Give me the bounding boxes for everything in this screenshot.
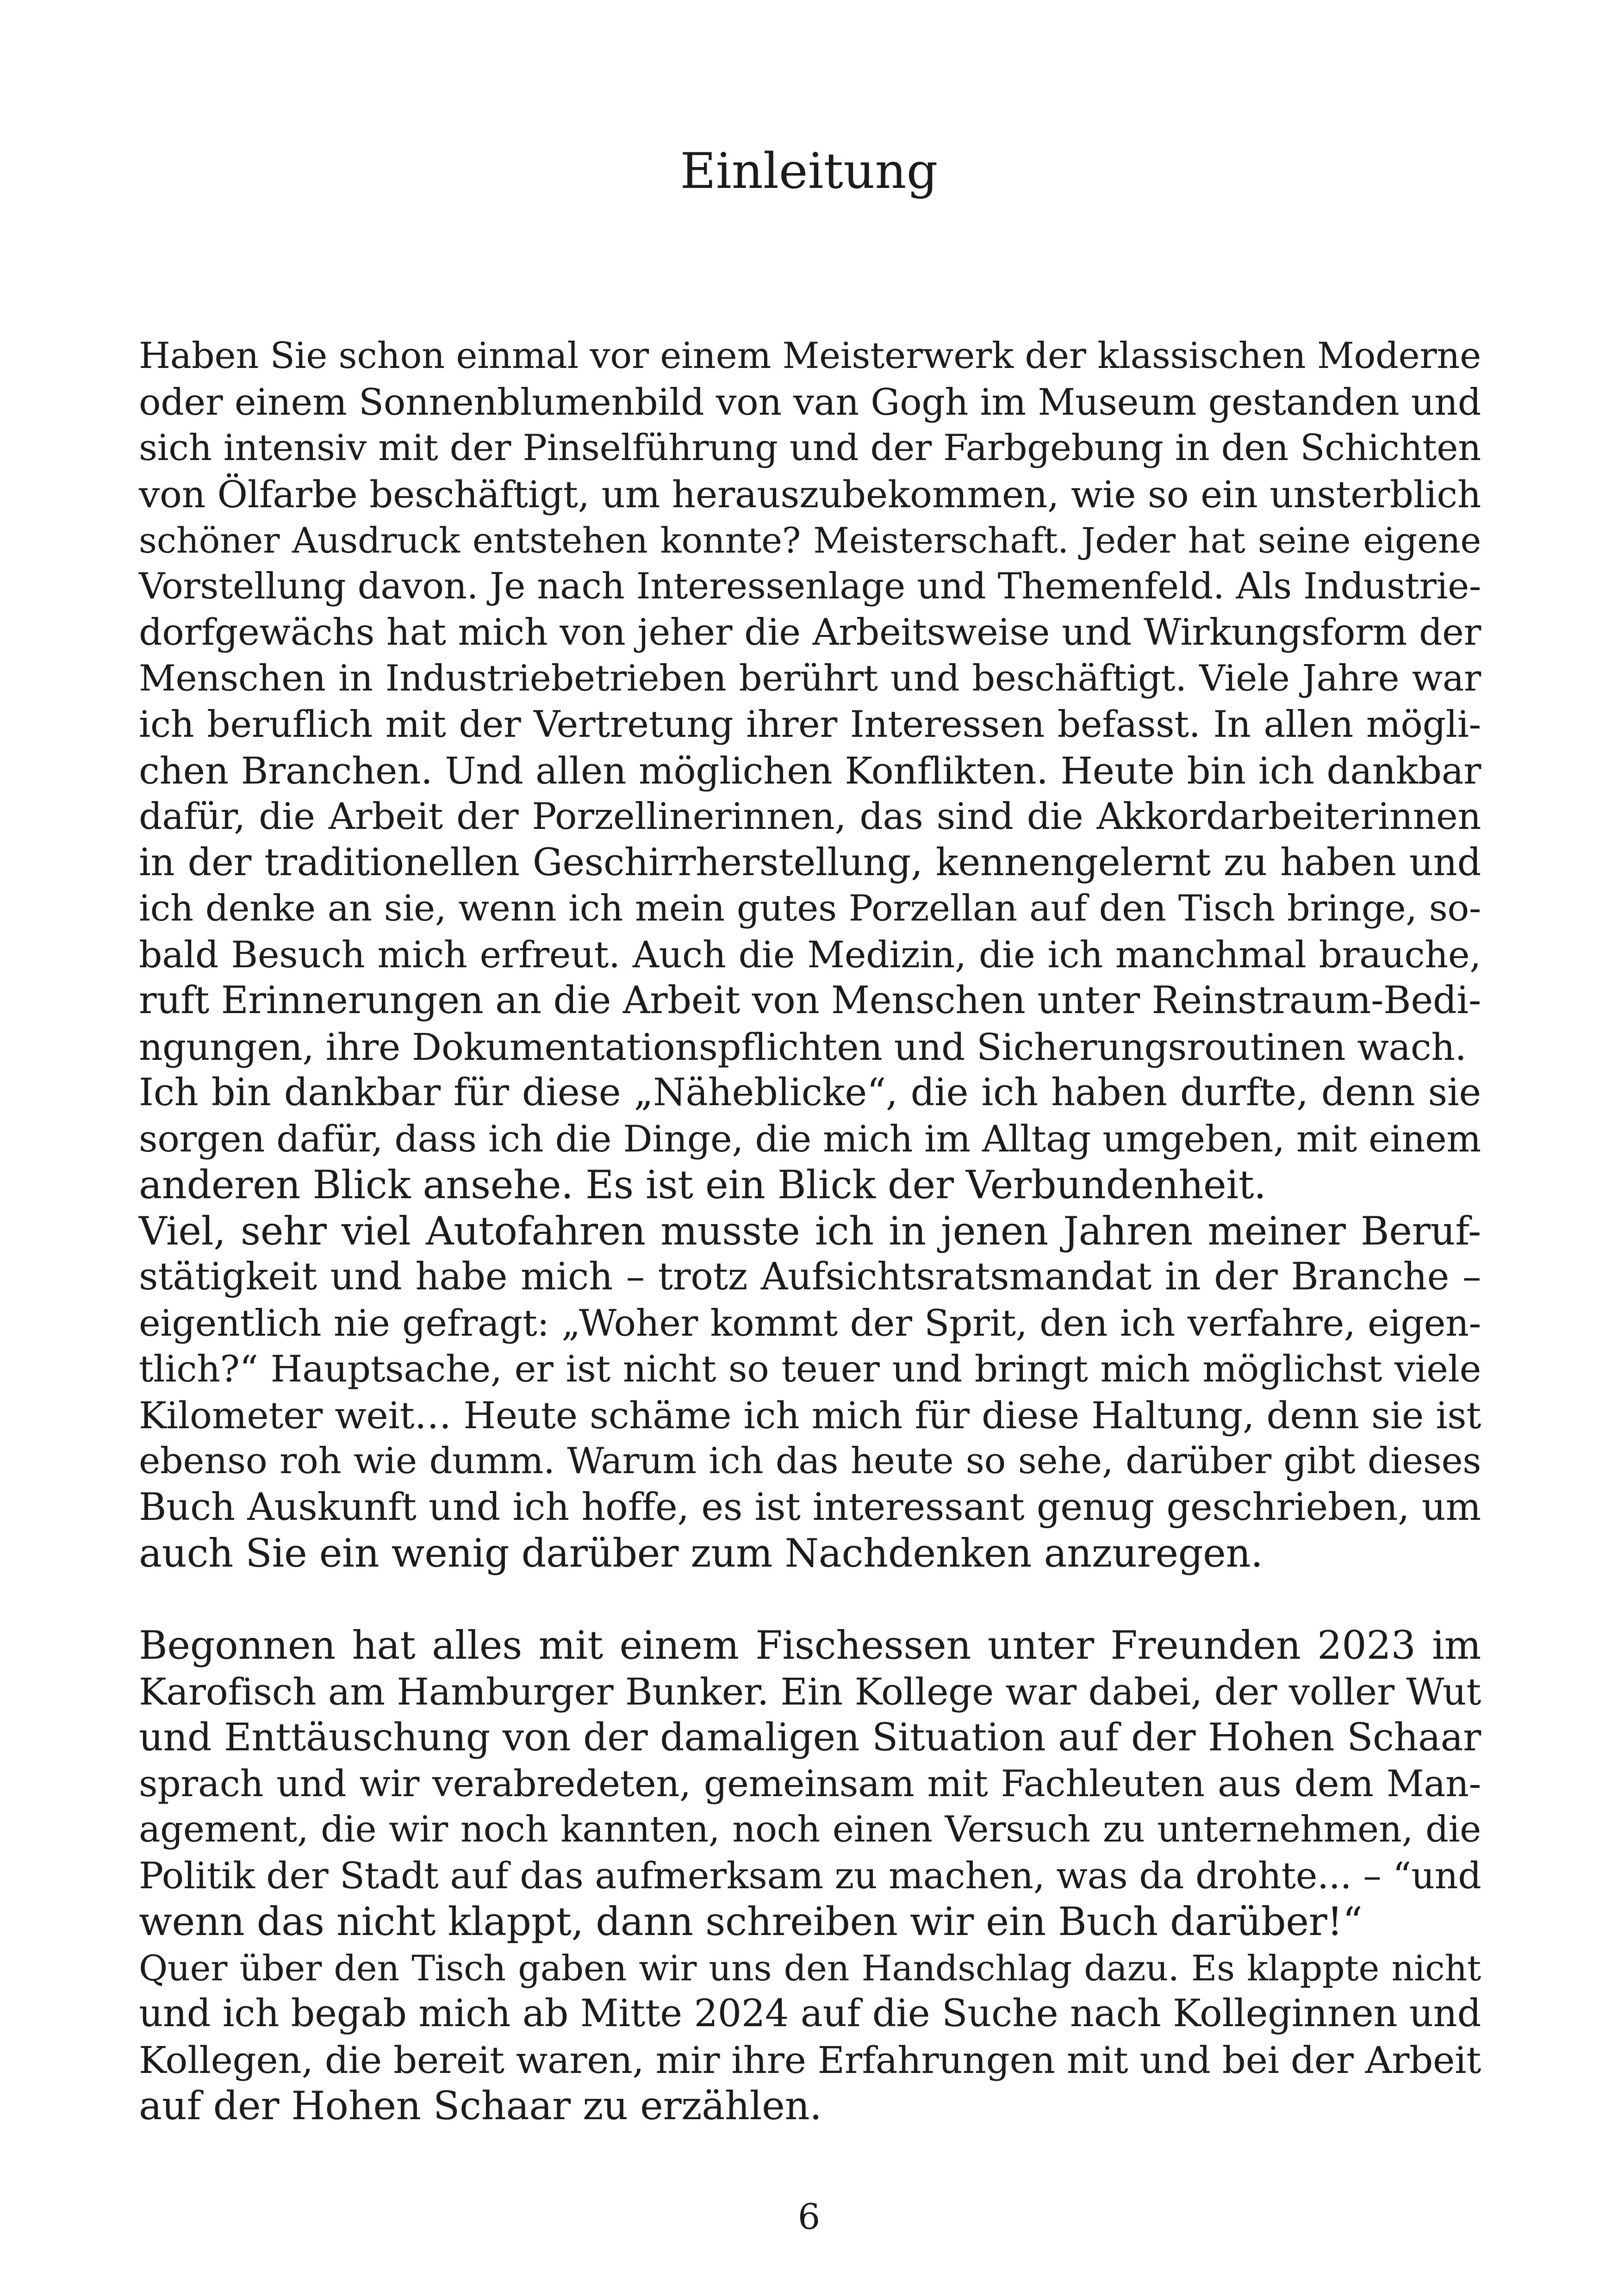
text-line: von Ölfarbe beschäftigt, um herauszubekommen, wie so ein unsterblich [139,473,1481,516]
paragraph-gap [139,1577,1481,1623]
text-line: Kollegen, die bereit waren, mir ihre Erfahrungen mit und bei der Arbeit [139,2038,1481,2082]
text-line: auch Sie ein wenig darüber zum Nachdenken anzuregen. [139,1531,1263,1576]
text-line: Begonnen hat alles mit einem Fischessen unter Freunden 2023 im [139,1623,1481,1668]
text-line: sorgen dafür, dass ich die Dinge, die mich im Alltag umgeben, mit einem [139,1117,1481,1160]
text-line: sprach und wir verabredeten, gemeinsam mit Fachleuten aus dem Man- [139,1762,1481,1805]
text-line: in der traditionellen Geschirrherstellung, kennengelernt zu haben und [139,840,1481,884]
text-line: Buch Auskunft und ich hoffe, es ist interessant genug geschrieben, um [139,1485,1481,1529]
text-line: schöner Ausdruck entstehen konnte? Meisterschaft. Jeder hat seine eigene [139,520,1481,561]
text-line: sich intensiv mit der Pinselführung und der Farbgebung in den Schichten [139,427,1481,469]
text-line: anderen Blick ansehe. Es ist ein Blick der Verbundenheit. [139,1162,1266,1207]
text-line: ich denke an sie, wenn ich mein gutes Porzellan auf den Tisch bringe, so- [139,888,1481,929]
text-line: Quer über den Tisch gaben wir uns den Handschlag dazu. Es klappte nicht [139,1947,1481,1989]
text-line: dorfgewächs hat mich von jeher die Arbeitsweise und Wirkungsform der [139,611,1481,653]
text-line: Viel, sehr viel Autofahren musste ich in jenen Jahren meiner Beruf- [139,1208,1481,1254]
text-line: Vorstellung davon. Je nach Interessenlage und Themenfeld. Als Industrie- [139,565,1481,607]
text-line: ruft Erinnerungen an die Arbeit von Menschen unter Reinstraum-Bedi- [139,979,1481,1022]
text-line: auf der Hohen Schaar zu erzählen. [139,2083,822,2128]
page-number: 6 [797,2196,821,2237]
text-line: ich beruflich mit der Vertretung ihrer Interessen befasst. In allen mögli- [139,703,1481,746]
text-line: Haben Sie schon einmal vor einem Meisterwerk der klassischen Moderne [139,335,1481,377]
text-line: dafür, die Arbeit der Porzellinerinnen, das sind die Akkordarbeiterinnen [139,795,1481,838]
text-line: ebenso roh wie dumm. Warum ich das heute so sehe, darüber gibt dieses [139,1440,1481,1482]
text-line: Ich bin dankbar für diese „Näheblicke“, die ich haben durfte, denn sie [139,1071,1481,1114]
text-line: und ich begab mich ab Mitte 2024 auf die Suche nach Kolleginnen und [139,1992,1481,2035]
text-line: Menschen in Industriebetrieben berührt und beschäftigt. Viele Jahre war [139,657,1481,699]
text-line: wenn das nicht klappt, dann schreiben wir ein Buch darüber!“ [139,1899,1363,1944]
text-line: Kilometer weit… Heute schäme ich mich für diese Haltung, denn sie ist [139,1394,1481,1437]
text-line: Politik der Stadt auf das aufmerksam zu machen, was da drohte... – “und [139,1854,1481,1897]
text-line: Karofisch am Hamburger Bunker. Ein Kollege war dabei, der voller Wut [139,1670,1481,1713]
text-line: stätigkeit und habe mich – trotz Aufsichtsratsmandat in der Branche – [139,1255,1481,1299]
text-line: und Enttäuschung von der damaligen Situation auf der Hohen Schaar [139,1716,1481,1760]
text-line: bald Besuch mich erfreut. Auch die Medizin, die ich manchmal brauche, [139,933,1481,976]
text-line: tlich?“ Hauptsache, er ist nicht so teuer und bringt mich möglichst viele [139,1348,1481,1390]
text-line: ngungen, ihre Dokumentationspflichten und Sicherungsroutinen wach. [139,1025,1467,1069]
chapter-title: Einleitung [680,143,938,199]
text-line: oder einem Sonnenblumenbild von van Gogh im Museum gestanden und [139,380,1481,423]
text-line: eigentlich nie gefragt: „Woher kommt der Sprit, den ich verfahre, eigen- [139,1301,1481,1344]
text-line: chen Branchen. Und allen möglichen Konflikten. Heute bin ich dankbar [139,749,1481,792]
body-text [139,333,1481,2129]
text-line: agement, die wir noch kannten, noch einen Versuch zu unternehmen, die [139,1809,1481,1850]
